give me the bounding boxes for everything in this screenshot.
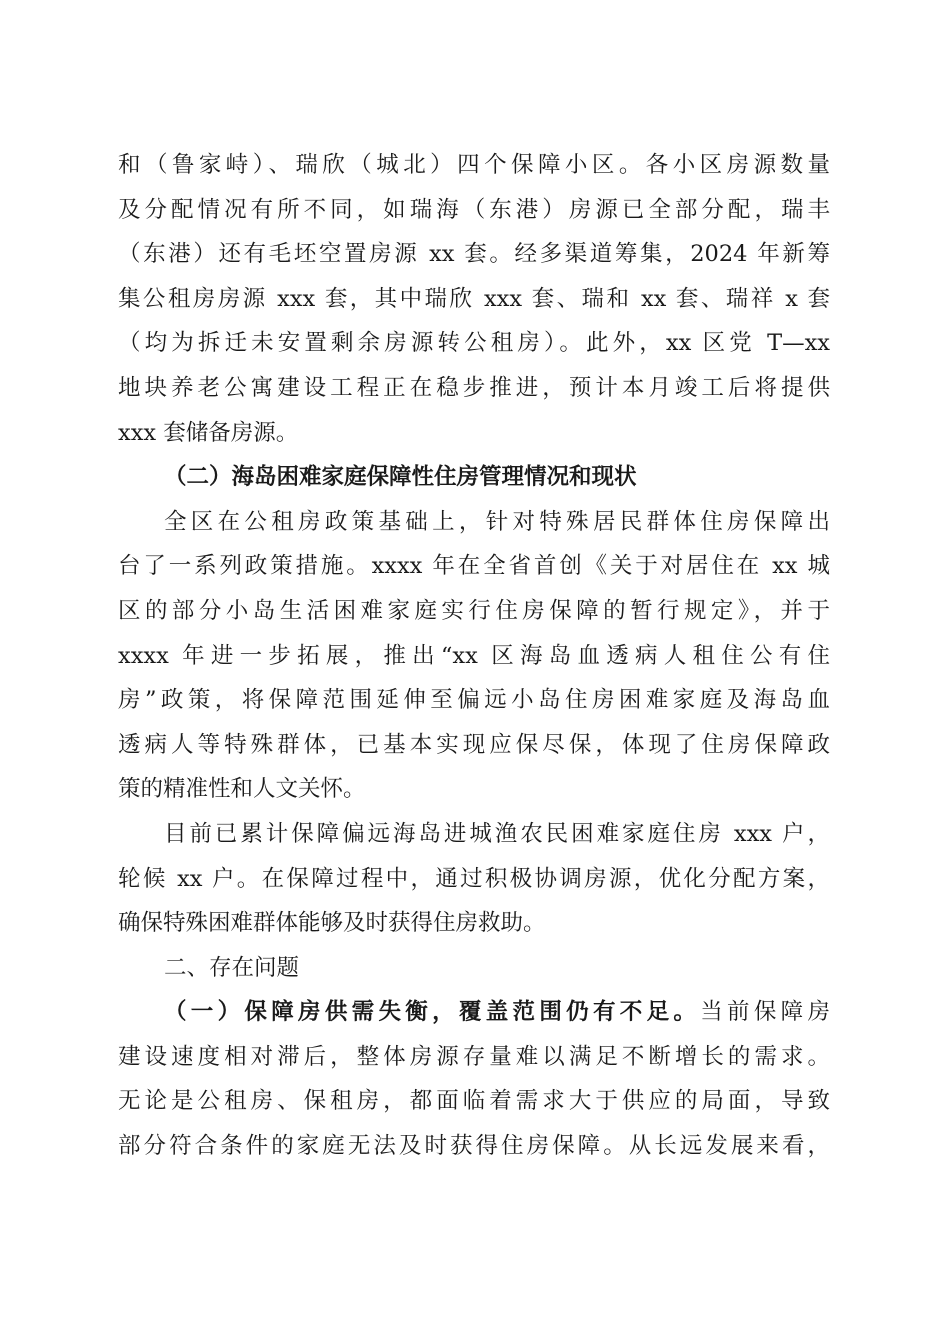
paragraph-line: 目前已累计保障偏远海岛进城渔农民困难家庭住房 xxx 户，	[164, 820, 830, 847]
paragraph-line	[118, 990, 830, 1035]
paragraph-line: 轮候 xx 户。在保障过程中，通过积极协调房源，优化分配方案，	[118, 865, 830, 892]
paragraph-line: xxxx 年进一步拓展，推出“xx 区海岛血透病人租住公有住	[118, 642, 830, 669]
paragraph-line: xxx 套储备房源。	[118, 419, 299, 446]
subsection-heading: （二）海岛困难家庭保障性住房管理情况和现状	[164, 464, 637, 491]
paragraph-line: 区的部分小岛生活困难家庭实行住房保障的暂行规定》，并于	[118, 597, 830, 624]
paragraph-line: 集公租房房源 xxx 套，其中瑞欣 xxx 套、瑞和 xx 套、瑞祥 x 套	[118, 285, 830, 312]
paragraph-text: 当前保障房	[700, 999, 830, 1026]
paragraph-line: 策的精准性和人文关怀。	[118, 776, 366, 803]
paragraph-line: 及分配情况有所不同，如瑞海（东港）房源已全部分配，瑞丰	[118, 196, 830, 223]
paragraph-line: 房”政策，将保障范围延伸至偏远小岛住房困难家庭及海岛血	[118, 687, 830, 714]
subsection-heading-inline: （一）保障房供需失衡，覆盖范围仍有不足。	[164, 999, 701, 1026]
paragraph-line: 台了一系列政策措施。xxxx 年在全省首创《关于对居住在 xx 城	[118, 553, 830, 580]
document-body	[118, 143, 830, 1169]
paragraph-line: 建设速度相对滞后，整体房源存量难以满足不断增长的需求。	[118, 1043, 830, 1070]
section-heading: 二、存在问题	[164, 954, 300, 981]
paragraph-line: （东港）还有毛坯空置房源 xx 套。经多渠道筹集，2024 年新筹	[118, 241, 830, 268]
paragraph-line: （均为拆迁未安置剩余房源转公租房）。此外，xx 区党 T—xx	[118, 330, 830, 357]
paragraph-line: 和（鲁家峙）、瑞欣（城北）四个保障小区。各小区房源数量	[118, 152, 830, 178]
paragraph-line: 部分符合条件的家庭无法及时获得住房保障。从长远发展来看，	[118, 1133, 830, 1160]
paragraph-line: 无论是公租房、保租房，都面临着需求大于供应的局面，导致	[118, 1088, 830, 1115]
paragraph-line: 确保特殊困难群体能够及时获得住房救助。	[118, 910, 546, 937]
paragraph-line: 全区在公租房政策基础上，针对特殊居民群体住房保障出	[164, 508, 830, 535]
paragraph-line: 地块养老公寓建设工程正在稳步推进，预计本月竣工后将提供	[118, 374, 830, 401]
paragraph-line: 透病人等特殊群体，已基本实现应保尽保，体现了住房保障政	[118, 731, 830, 758]
